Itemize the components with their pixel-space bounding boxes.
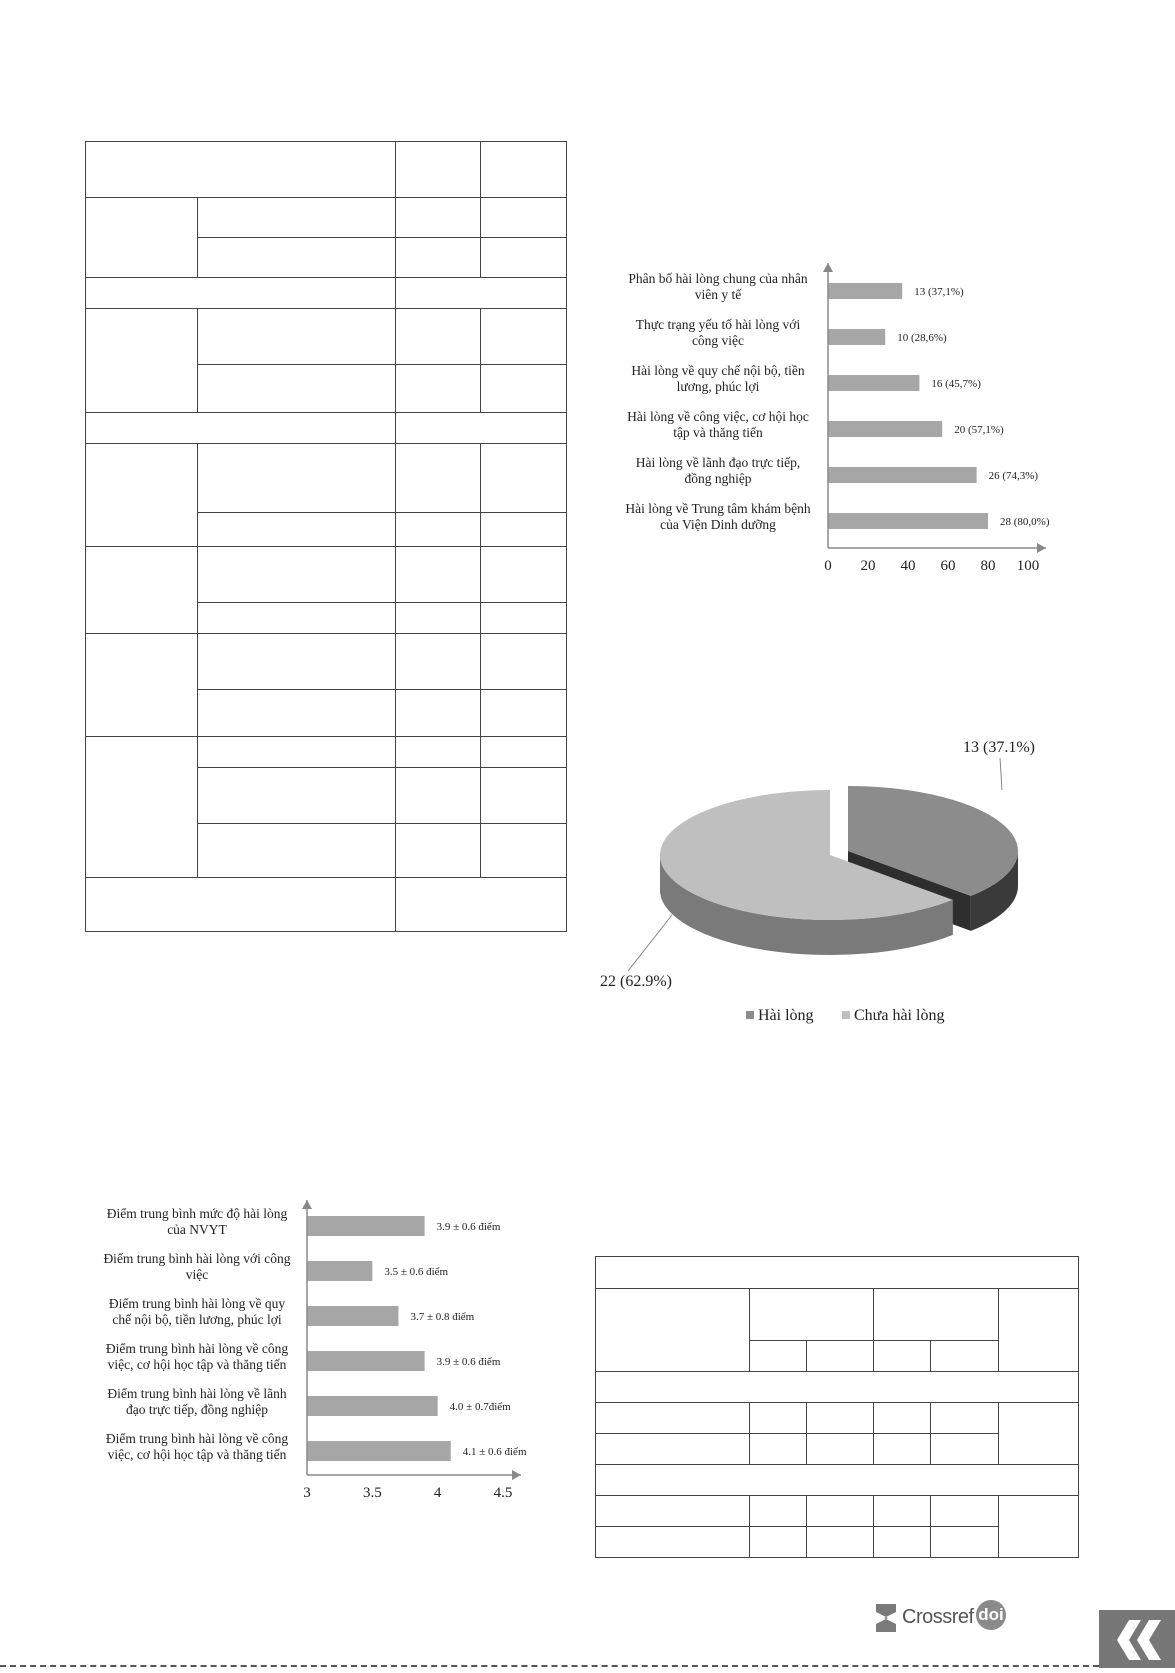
table-cell: [749, 1495, 807, 1527]
category-label: việc: [185, 1267, 209, 1282]
x-tick-label: 0: [824, 558, 832, 574]
table-cell: [85, 308, 198, 413]
category-label: chế nội bộ, tiền lương, phúc lợi: [112, 1312, 282, 1327]
category-label: Điểm trung bình hài lòng về quy: [108, 1296, 286, 1311]
legend-swatch: [842, 1011, 850, 1019]
slice-label: 13 (37.1%): [963, 739, 1035, 756]
leader-line: [1000, 758, 1002, 790]
table-cell: [395, 308, 481, 365]
table-cell: [480, 602, 567, 634]
table-cell: [749, 1433, 807, 1465]
category-label: Điểm trung bình hài lòng về công: [105, 1341, 289, 1356]
bar: [828, 513, 988, 529]
table-cell: [595, 1256, 1079, 1289]
table-cell: [395, 546, 481, 603]
category-label: Điểm trung bình hài lòng về công: [105, 1431, 289, 1446]
table-cell: [595, 1495, 750, 1527]
table-cell: [930, 1433, 999, 1465]
table-cell: [480, 512, 567, 547]
category-label: viên y tế: [694, 287, 742, 302]
category-label: tập và thăng tiến: [673, 425, 763, 440]
table-cell: [873, 1526, 931, 1558]
satisfaction-percent-bar-chart: [610, 255, 1050, 585]
table-cell: [873, 1340, 931, 1372]
data-label: 13 (37,1%): [914, 286, 964, 298]
bar: [307, 1396, 438, 1416]
table-cell: [197, 364, 396, 413]
table-cell: [480, 443, 567, 513]
table-cell: [197, 767, 396, 824]
bar: [828, 375, 919, 391]
table-cell: [998, 1402, 1079, 1465]
table-cell: [480, 197, 567, 238]
table-cell: [197, 736, 396, 768]
table-cell: [197, 512, 396, 547]
table-cell: [480, 736, 567, 768]
x-tick-label: 60: [940, 558, 956, 574]
category-label: việc, cơ hội học tập và thăng tiến: [107, 1357, 287, 1372]
y-axis-arrow: [823, 263, 833, 272]
table-cell: [395, 364, 481, 413]
table-cell: [85, 197, 198, 278]
legend-swatch: [746, 1011, 754, 1019]
page-bottom-rule: [0, 1665, 1099, 1667]
data-label: 3.9 ± 0.6 điểm: [436, 1221, 501, 1233]
category-label: Thực trạng yếu tố hài lòng với: [635, 317, 801, 332]
table-cell: [197, 197, 396, 238]
satisfaction-pie-chart: [600, 739, 1060, 1030]
table-cell: [930, 1495, 999, 1527]
category-label: Điểm trung bình hài lòng về lãnh: [107, 1386, 287, 1401]
table-cell: [595, 1288, 750, 1372]
table-cell: [806, 1495, 874, 1527]
leader-line: [628, 915, 672, 971]
table-cell: [395, 277, 567, 309]
data-label: 4.0 ± 0.7điểm: [449, 1401, 511, 1413]
table-cell: [395, 877, 567, 932]
legend-label: Chưa hài lòng: [854, 1007, 945, 1024]
table-cell: [930, 1526, 999, 1558]
table-cell: [395, 633, 481, 690]
table-cell: [395, 602, 481, 634]
table-cell: [480, 546, 567, 603]
table-cell: [930, 1340, 999, 1372]
table-cell: [197, 602, 396, 634]
table-cell: [595, 1464, 1079, 1496]
table-cell: [806, 1402, 874, 1434]
crossref-mark-icon: [874, 1602, 900, 1634]
category-label: của Viện Dinh dưỡng: [660, 517, 776, 532]
x-tick-label: 3.5: [362, 1485, 382, 1501]
table-cell: [395, 197, 481, 238]
table-cell: [395, 512, 481, 547]
table-cell: [595, 1433, 750, 1465]
doi-badge: doi: [976, 1600, 1006, 1630]
double-chevron-left-icon: [1099, 1610, 1175, 1668]
data-label: 3.5 ± 0.6 điểm: [384, 1266, 449, 1278]
category-label: Hài lòng về Trung tâm khám bệnh: [625, 501, 811, 516]
bar: [307, 1441, 451, 1461]
table-cell: [998, 1495, 1079, 1558]
table-cell: [85, 633, 198, 737]
slice-label: 22 (62.9%): [600, 973, 672, 990]
table-cell: [480, 689, 567, 737]
bar: [828, 421, 942, 437]
category-label: việc, cơ hội học tập và thăng tiến: [107, 1447, 287, 1462]
bar: [307, 1216, 425, 1236]
table-cell: [930, 1402, 999, 1434]
category-label: lương, phúc lợi: [676, 379, 760, 394]
table-2: [595, 1256, 1079, 1558]
table-cell: [595, 1526, 750, 1558]
back-nav-button[interactable]: [1099, 1610, 1175, 1668]
table-cell: [85, 546, 198, 634]
category-label: Hài lòng về quy chế nội bộ, tiền: [631, 363, 805, 378]
bar: [307, 1351, 425, 1371]
table-cell: [873, 1402, 931, 1434]
table-cell: [480, 823, 567, 878]
bar: [828, 283, 902, 299]
x-tick-label: 100: [1016, 558, 1040, 574]
table-cell: [873, 1495, 931, 1527]
table-cell: [85, 443, 198, 547]
table-cell: [197, 546, 396, 603]
category-label: đồng nghiệp: [684, 471, 752, 486]
category-label: Phân bố hài lòng chung của nhân: [628, 271, 808, 286]
bar: [307, 1306, 398, 1326]
table-cell: [480, 308, 567, 365]
table-cell: [595, 1402, 750, 1434]
table-cell: [749, 1288, 874, 1341]
category-label: Hài lòng về lãnh đạo trực tiếp,: [635, 455, 801, 470]
table-cell: [197, 689, 396, 737]
crossref-logo[interactable]: [872, 1598, 1012, 1638]
bar: [828, 467, 977, 483]
data-label: 16 (45,7%): [931, 378, 981, 390]
table-cell: [197, 237, 396, 278]
table-cell: [395, 443, 481, 513]
table-cell: [197, 633, 396, 690]
table-cell: [480, 237, 567, 278]
table-cell: [395, 237, 481, 278]
table-cell: [873, 1288, 999, 1341]
x-axis-arrow: [1037, 543, 1046, 553]
category-label: đạo trực tiếp, đồng nghiệp: [126, 1402, 268, 1417]
table-cell: [395, 823, 481, 878]
bar: [828, 329, 885, 345]
x-tick-label: 80: [980, 558, 996, 574]
data-label: 4.1 ± 0.6 điểm: [462, 1446, 527, 1458]
table-cell: [595, 1371, 1079, 1403]
y-axis-arrow: [302, 1200, 312, 1209]
table-cell: [873, 1433, 931, 1465]
category-label: công việc: [691, 333, 745, 348]
data-label: 10 (28,6%): [897, 332, 947, 344]
category-label: Hài lòng về công việc, cơ hội học: [627, 409, 809, 424]
category-label: Điểm trung bình hài lòng với công: [103, 1251, 291, 1266]
table-cell: [197, 823, 396, 878]
legend-label: Hài lòng: [758, 1007, 814, 1024]
table-cell: [197, 443, 396, 513]
table-cell: [395, 141, 481, 198]
x-tick-label: 20: [860, 558, 876, 574]
table-cell: [998, 1288, 1079, 1372]
table-cell: [395, 689, 481, 737]
table-cell: [749, 1402, 807, 1434]
data-label: 3.7 ± 0.8 điểm: [410, 1311, 475, 1323]
table-cell: [85, 877, 396, 932]
bar: [307, 1261, 372, 1281]
x-axis-arrow: [512, 1470, 521, 1480]
table-cell: [480, 364, 567, 413]
table-cell: [85, 141, 396, 198]
category-label: Điểm trung bình mức độ hài lòng: [106, 1206, 288, 1221]
table-cell: [480, 767, 567, 824]
table-1: [85, 141, 567, 932]
x-tick-label: 40: [900, 558, 916, 574]
table-cell: [85, 736, 198, 878]
data-label: 28 (80,0%): [1000, 516, 1050, 528]
x-tick-label: 4: [433, 1485, 442, 1501]
category-label: của NVYT: [167, 1222, 227, 1237]
table-cell: [480, 633, 567, 690]
x-tick-label: 4.5: [493, 1485, 513, 1501]
data-label: 20 (57,1%): [954, 424, 1004, 436]
mean-score-bar-chart: [95, 1190, 555, 1500]
data-label: 26 (74,3%): [988, 470, 1039, 482]
table-cell: [749, 1340, 807, 1372]
table-cell: [85, 412, 396, 444]
table-cell: [806, 1526, 874, 1558]
table-cell: [395, 412, 567, 444]
crossref-wordmark: Crossref: [902, 1606, 974, 1628]
table-cell: [749, 1526, 807, 1558]
x-tick-label: 3: [303, 1485, 311, 1501]
table-cell: [806, 1433, 874, 1465]
table-cell: [395, 736, 481, 768]
table-cell: [197, 308, 396, 365]
table-cell: [395, 767, 481, 824]
data-label: 3.9 ± 0.6 điểm: [436, 1356, 501, 1368]
table-cell: [806, 1340, 874, 1372]
table-cell: [85, 277, 396, 309]
table-cell: [480, 141, 567, 198]
